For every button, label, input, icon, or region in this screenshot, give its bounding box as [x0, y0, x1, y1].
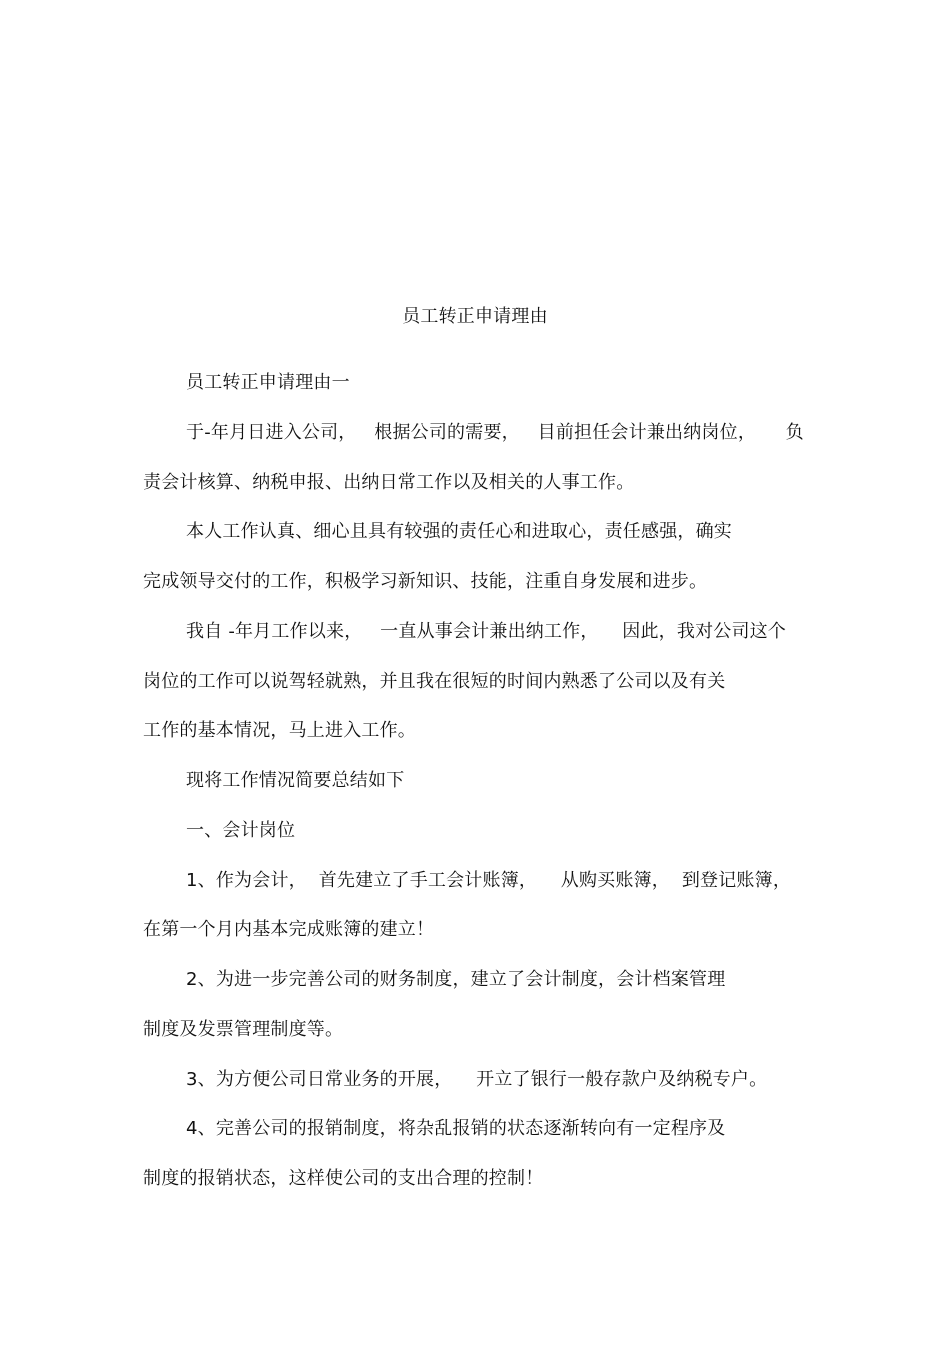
- paragraph-line-1: 员工转正申请理由一: [186, 372, 350, 393]
- list-item-4-line-1: 4、完善公司的报销制度，将杂乱报销的状态逐渐转向有一定程序及: [186, 1118, 726, 1139]
- document-title: 员工转正申请理由: [402, 306, 548, 327]
- list-item-3: 3、为方便公司日常业务的开展， 开立了银行一般存款户及纳税专户。: [186, 1069, 768, 1090]
- paragraph-line-7: 岗位的工作可以说驾轻就熟，并且我在很短的时间内熟悉了公司以及有关: [143, 671, 726, 692]
- paragraph-line-3: 责会计核算、纳税申报、出纳日常工作以及相关的人事工作。: [143, 472, 635, 493]
- paragraph-line-9: 现将工作情况简要总结如下: [186, 770, 405, 791]
- paragraph-line-2: 于-年月日进入公司， 根据公司的需要， 目前担任会计兼出纳岗位， 负: [186, 422, 804, 443]
- section-heading-accounting: 一、会计岗位: [186, 820, 296, 841]
- paragraph-line-4: 本人工作认真、细心且具有较强的责任心和进取心，责任感强，确实: [186, 521, 732, 542]
- list-item-2-line-2: 制度及发票管理制度等。: [143, 1019, 344, 1040]
- paragraph-line-5: 完成领导交付的工作，积极学习新知识、技能，注重自身发展和进步。: [143, 571, 708, 592]
- paragraph-line-8: 工作的基本情况，马上进入工作。: [143, 720, 416, 741]
- list-item-4-line-2: 制度的报销状态，这样使公司的支出合理的控制！: [143, 1168, 544, 1189]
- list-item-2-line-1: 2、为进一步完善公司的财务制度，建立了会计制度，会计档案管理: [186, 969, 726, 990]
- paragraph-line-6: 我自 -年月工作以来， 一直从事会计兼出纳工作， 因此，我对公司这个: [186, 621, 787, 642]
- list-item-1-line-1: 1、作为会计， 首先建立了手工会计账簿， 从购买账簿， 到登记账簿，: [186, 870, 792, 891]
- list-item-1-line-2: 在第一个月内基本完成账簿的建立！: [143, 919, 435, 940]
